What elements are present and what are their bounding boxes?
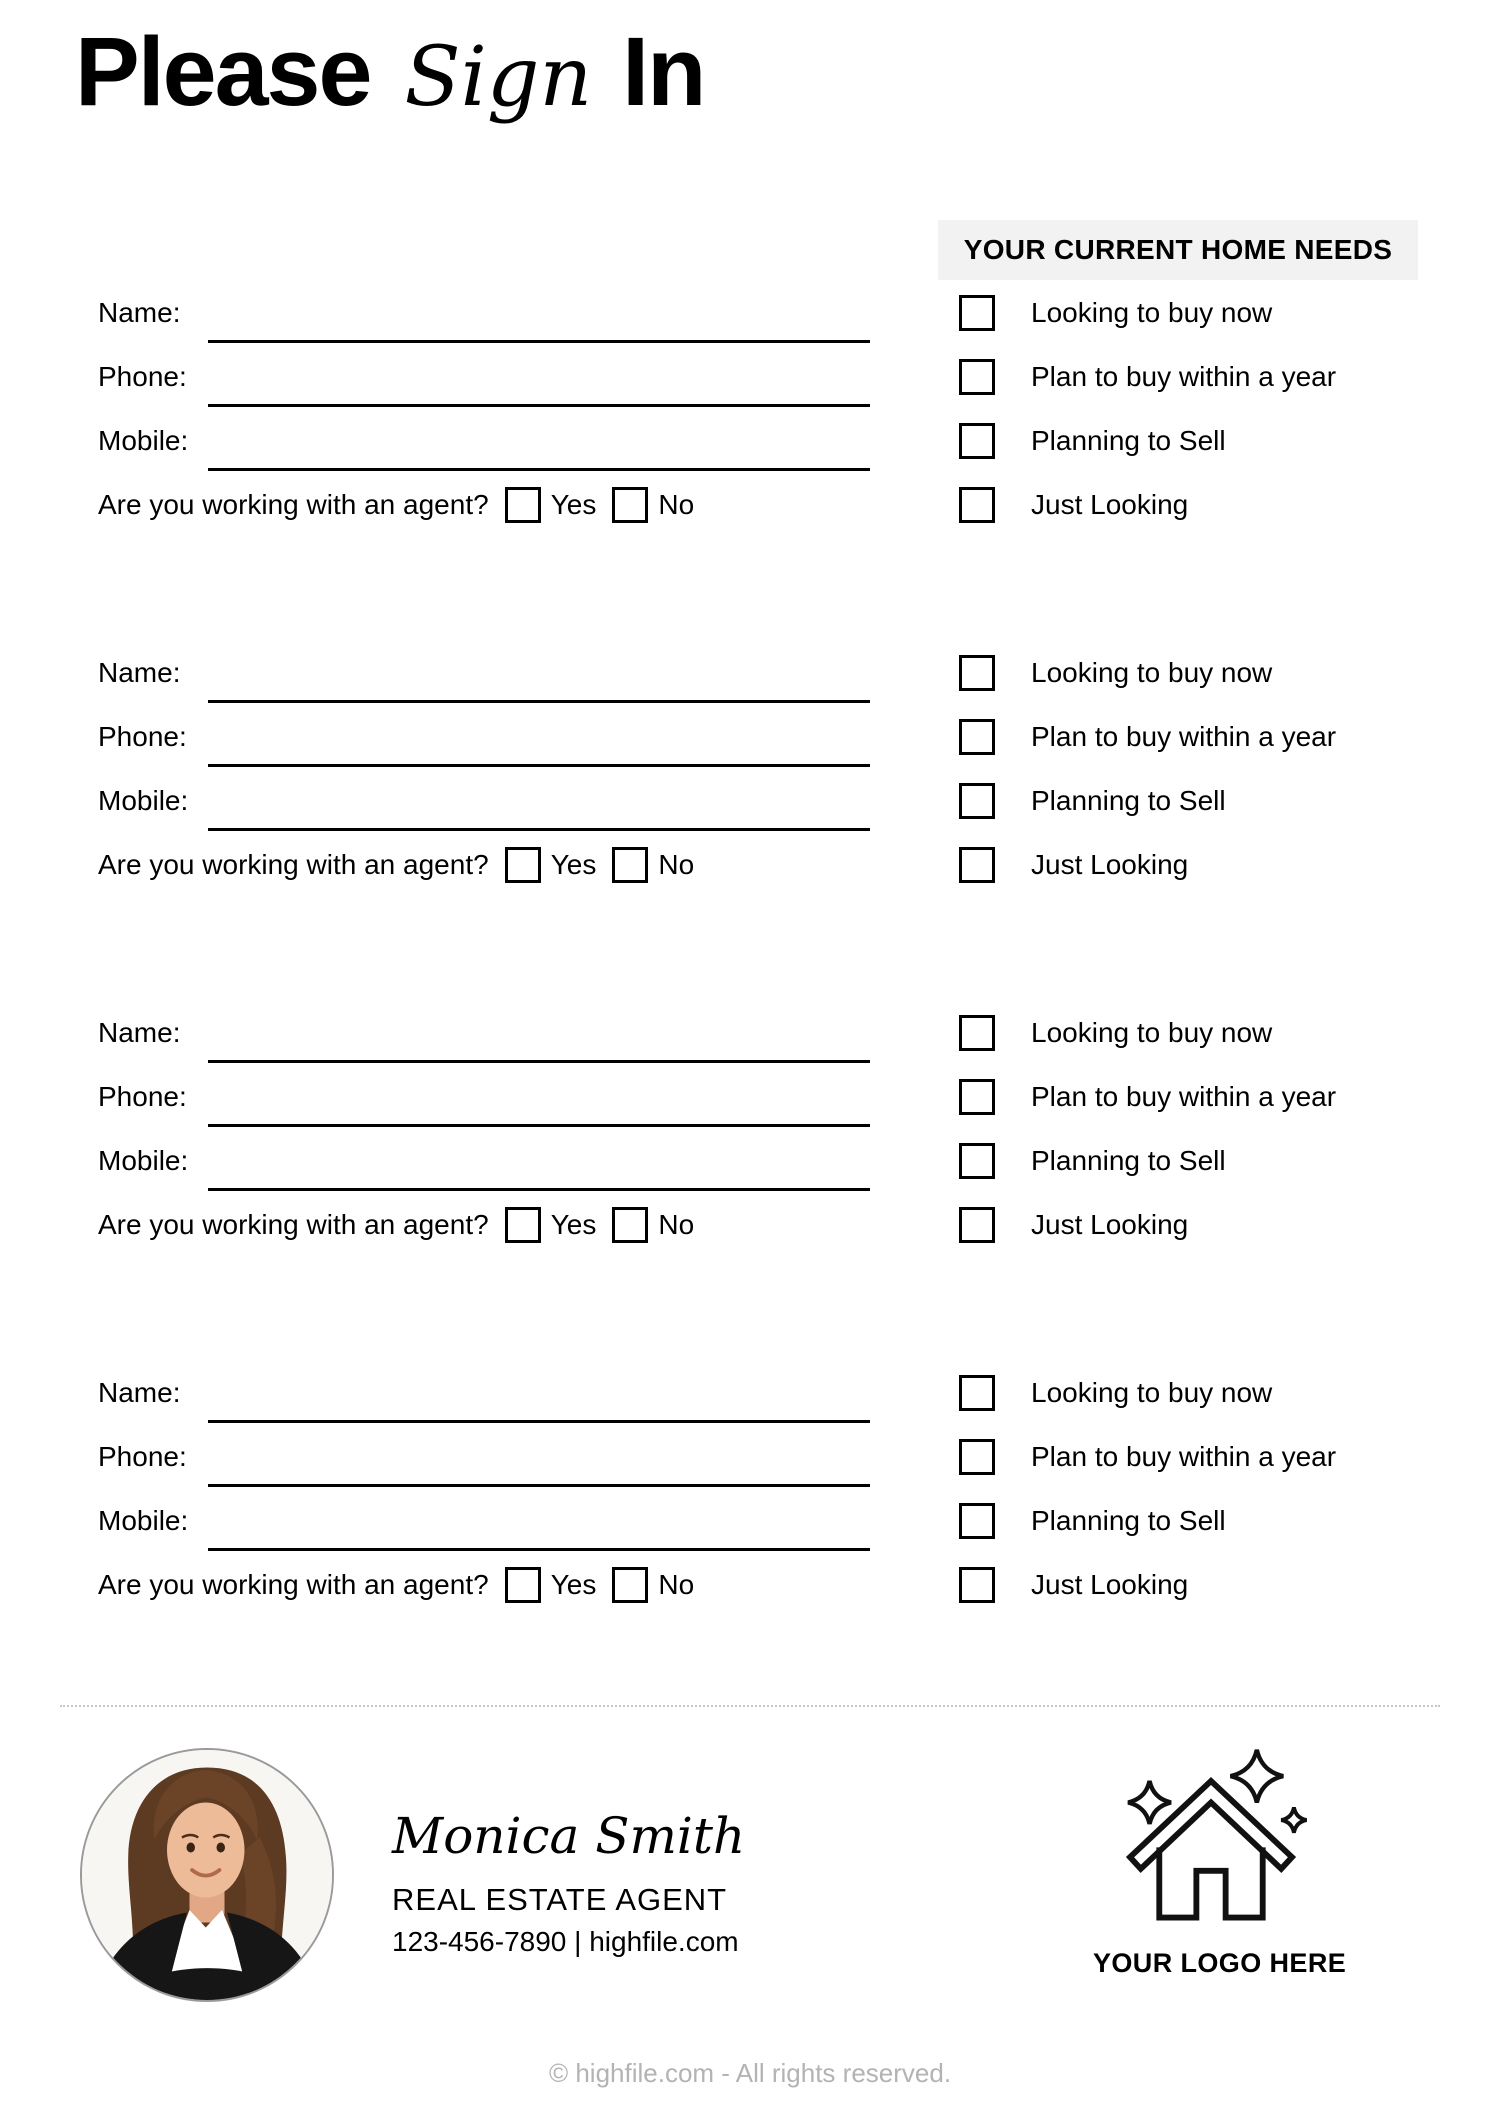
logo-placeholder <box>1093 1742 1347 1979</box>
name-label: Name: <box>98 1017 181 1048</box>
agent-no-checkbox[interactable] <box>612 487 648 523</box>
sparkle-house-icon <box>1096 1742 1326 1942</box>
agent-photo <box>80 1748 334 2002</box>
agent-contact: 123-456-7890 | highfile.com <box>392 1925 739 1957</box>
name-label: Name: <box>98 297 181 328</box>
need-just-looking-checkbox[interactable] <box>959 847 995 883</box>
need-planning-to-sell-label: Planning to Sell <box>1031 425 1226 456</box>
need-just-looking-label: Just Looking <box>1031 1209 1189 1240</box>
entry-fields <box>98 1001 870 1257</box>
need-planning-to-sell-label: Planning to Sell <box>1031 1505 1226 1536</box>
entry-fields <box>98 281 870 537</box>
need-planning-to-sell-checkbox[interactable] <box>959 783 995 819</box>
title-please: Please <box>75 17 371 126</box>
phone-input-line[interactable] <box>208 404 870 407</box>
sign-in-entry <box>98 1001 1420 1257</box>
mobile-row <box>98 409 870 473</box>
need-buy-now-checkbox[interactable] <box>959 1375 995 1411</box>
agent-yes-label: Yes <box>550 849 597 880</box>
need-buy-now-checkbox[interactable] <box>959 1015 995 1051</box>
agent-no-checkbox[interactable] <box>612 1207 648 1243</box>
entry-needs-options <box>959 641 1420 897</box>
agent-question-label: Are you working with an agent? <box>98 1569 489 1600</box>
need-option-row <box>959 473 1420 537</box>
agent-no-checkbox[interactable] <box>612 1567 648 1603</box>
need-buy-within-year-label: Plan to buy within a year <box>1031 721 1337 752</box>
agent-portrait-illustration <box>82 1750 332 2000</box>
need-buy-within-year-checkbox[interactable] <box>959 1439 995 1475</box>
need-option-row <box>959 1001 1420 1065</box>
need-buy-within-year-checkbox[interactable] <box>959 1079 995 1115</box>
need-option-row <box>959 1425 1420 1489</box>
need-buy-now-label: Looking to buy now <box>1031 1017 1273 1048</box>
need-just-looking-label: Just Looking <box>1031 489 1189 520</box>
name-row <box>98 1361 870 1425</box>
need-just-looking-checkbox[interactable] <box>959 1207 995 1243</box>
phone-row <box>98 1425 870 1489</box>
need-option-row <box>959 345 1420 409</box>
need-buy-within-year-checkbox[interactable] <box>959 719 995 755</box>
need-planning-to-sell-checkbox[interactable] <box>959 423 995 459</box>
agent-name: Monica Smith <box>392 1807 746 1865</box>
need-option-row <box>959 1129 1420 1193</box>
name-input-line[interactable] <box>208 1420 870 1423</box>
sparkle-icon <box>1281 1807 1306 1832</box>
agent-question-row <box>98 473 870 537</box>
agent-info <box>392 1808 745 1958</box>
phone-row <box>98 1065 870 1129</box>
agent-yes-checkbox[interactable] <box>505 487 541 523</box>
agent-question-row <box>98 833 870 897</box>
copyright-notice: © highfile.com - All rights reserved. <box>548 2058 952 2088</box>
phone-input-line[interactable] <box>208 1124 870 1127</box>
need-buy-within-year-label: Plan to buy within a year <box>1031 361 1337 392</box>
mobile-label: Mobile: <box>98 785 189 816</box>
need-option-row <box>959 1193 1420 1257</box>
agent-question-label: Are you working with an agent? <box>98 489 489 520</box>
agent-no-label: No <box>658 849 695 880</box>
need-planning-to-sell-checkbox[interactable] <box>959 1503 995 1539</box>
need-option-row <box>959 1065 1420 1129</box>
needs-column-header: YOUR CURRENT HOME NEEDS <box>938 220 1418 280</box>
mobile-row <box>98 1129 870 1193</box>
agent-yes-label: Yes <box>550 1209 597 1240</box>
need-buy-now-label: Looking to buy now <box>1031 657 1273 688</box>
need-option-row <box>959 409 1420 473</box>
mobile-input-line[interactable] <box>208 1188 870 1191</box>
need-option-row <box>959 833 1420 897</box>
need-just-looking-label: Just Looking <box>1031 1569 1189 1600</box>
agent-no-label: No <box>658 1569 695 1600</box>
need-option-row <box>959 769 1420 833</box>
entry-needs-options <box>959 281 1420 537</box>
mobile-input-line[interactable] <box>208 468 870 471</box>
agent-yes-label: Yes <box>550 1569 597 1600</box>
need-option-row <box>959 1553 1420 1617</box>
title-in: In <box>622 17 705 126</box>
agent-question-label: Are you working with an agent? <box>98 849 489 880</box>
name-input-line[interactable] <box>208 700 870 703</box>
entries-list <box>98 281 1420 1617</box>
sparkle-icon <box>1230 1750 1283 1803</box>
need-buy-within-year-checkbox[interactable] <box>959 359 995 395</box>
sign-in-entry <box>98 641 1420 897</box>
need-planning-to-sell-label: Planning to Sell <box>1031 1145 1226 1176</box>
need-planning-to-sell-checkbox[interactable] <box>959 1143 995 1179</box>
agent-question-row <box>98 1553 870 1617</box>
agent-no-label: No <box>658 1209 695 1240</box>
entry-fields <box>98 1361 870 1617</box>
mobile-label: Mobile: <box>98 1505 189 1536</box>
mobile-label: Mobile: <box>98 1145 189 1176</box>
phone-row <box>98 705 870 769</box>
phone-label: Phone: <box>98 1441 187 1472</box>
need-just-looking-label: Just Looking <box>1031 849 1189 880</box>
need-option-row <box>959 1361 1420 1425</box>
mobile-input-line[interactable] <box>208 828 870 831</box>
agent-no-checkbox[interactable] <box>612 847 648 883</box>
agent-question-row <box>98 1193 870 1257</box>
page-title <box>75 14 704 130</box>
logo-caption: YOUR LOGO HERE <box>1093 1948 1347 1978</box>
name-row <box>98 281 870 345</box>
name-row <box>98 641 870 705</box>
phone-input-line[interactable] <box>208 1484 870 1487</box>
mobile-row <box>98 769 870 833</box>
sign-in-entry <box>98 281 1420 537</box>
phone-input-line[interactable] <box>208 764 870 767</box>
need-option-row <box>959 281 1420 345</box>
name-input-line[interactable] <box>208 1060 870 1063</box>
need-buy-now-checkbox[interactable] <box>959 295 995 331</box>
footer-divider <box>60 1705 1440 1707</box>
need-option-row <box>959 641 1420 705</box>
name-label: Name: <box>98 657 181 688</box>
mobile-label: Mobile: <box>98 425 189 456</box>
need-buy-within-year-label: Plan to buy within a year <box>1031 1441 1337 1472</box>
agent-no-label: No <box>658 489 695 520</box>
agent-title: REAL ESTATE AGENT <box>392 1881 728 1917</box>
need-option-row <box>959 1489 1420 1553</box>
title-sign-script: Sign <box>404 30 593 125</box>
entry-needs-options <box>959 1361 1420 1617</box>
entry-fields <box>98 641 870 897</box>
need-buy-now-label: Looking to buy now <box>1031 1377 1273 1408</box>
phone-label: Phone: <box>98 721 187 752</box>
phone-row <box>98 345 870 409</box>
need-planning-to-sell-label: Planning to Sell <box>1031 785 1226 816</box>
name-input-line[interactable] <box>208 340 870 343</box>
need-option-row <box>959 705 1420 769</box>
agent-yes-checkbox[interactable] <box>505 847 541 883</box>
agent-yes-checkbox[interactable] <box>505 1207 541 1243</box>
agent-question-label: Are you working with an agent? <box>98 1209 489 1240</box>
phone-label: Phone: <box>98 1081 187 1112</box>
mobile-input-line[interactable] <box>208 1548 870 1551</box>
mobile-row <box>98 1489 870 1553</box>
sign-in-entry <box>98 1361 1420 1617</box>
entry-needs-options <box>959 1001 1420 1257</box>
name-row <box>98 1001 870 1065</box>
phone-label: Phone: <box>98 361 187 392</box>
need-buy-now-label: Looking to buy now <box>1031 297 1273 328</box>
need-buy-within-year-label: Plan to buy within a year <box>1031 1081 1337 1112</box>
need-just-looking-checkbox[interactable] <box>959 487 995 523</box>
need-just-looking-checkbox[interactable] <box>959 1567 995 1603</box>
agent-yes-label: Yes <box>550 489 597 520</box>
need-buy-now-checkbox[interactable] <box>959 655 995 691</box>
name-label: Name: <box>98 1377 181 1408</box>
sparkle-icon <box>1128 1781 1171 1824</box>
agent-yes-checkbox[interactable] <box>505 1567 541 1603</box>
